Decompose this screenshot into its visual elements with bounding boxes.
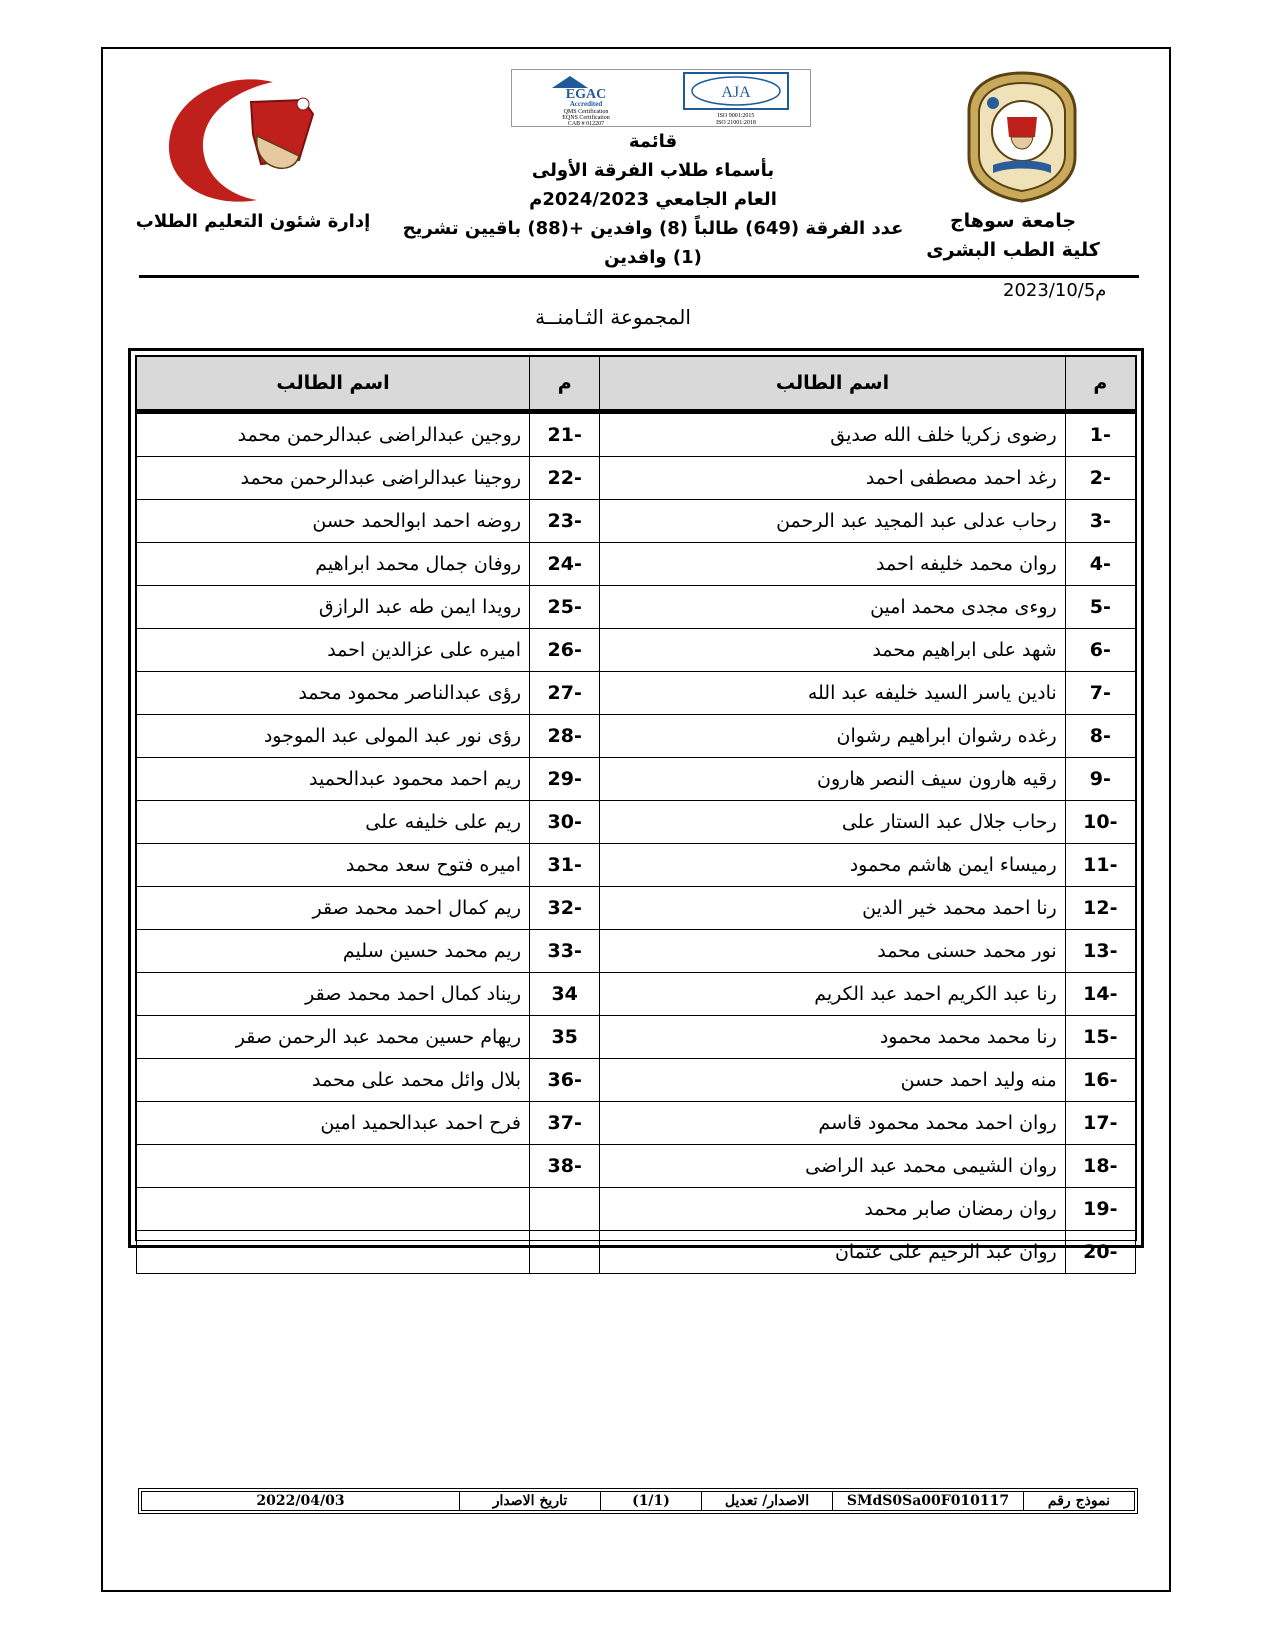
table-row xyxy=(137,500,1136,543)
student-number: -26 xyxy=(530,629,600,672)
student-number: 34 xyxy=(530,973,600,1016)
table-row xyxy=(137,930,1136,973)
student-name xyxy=(137,1231,530,1274)
student-name: رؤى نور عبد المولى عبد الموجود xyxy=(137,715,530,758)
student-name: رغده رشوان ابراهيم رشوان xyxy=(600,715,1065,758)
student-name: روان الشيمى محمد عبد الراضى xyxy=(600,1145,1065,1188)
table-row xyxy=(137,1145,1136,1188)
student-name: بلال وائل محمد على محمد xyxy=(137,1059,530,1102)
header-divider xyxy=(139,275,1139,278)
student-number: -14 xyxy=(1065,973,1135,1016)
student-name: ريهام حسين محمد عبد الرحمن صقر xyxy=(137,1016,530,1059)
table-row xyxy=(137,672,1136,715)
table-row xyxy=(137,1188,1136,1231)
student-name: روءى مجدى محمد امين xyxy=(600,586,1065,629)
student-number: -18 xyxy=(1065,1145,1135,1188)
student-number: -2 xyxy=(1065,457,1135,500)
student-number: -1 xyxy=(1065,412,1135,457)
form-footer xyxy=(138,1488,1138,1514)
title-line-2: بأسماء طلاب الفرقة الأولى xyxy=(531,160,775,181)
table-row xyxy=(137,457,1136,500)
student-number: -31 xyxy=(530,844,600,887)
student-name: روان محمد خليفه احمد xyxy=(600,543,1065,586)
certification-badges-icon xyxy=(512,70,810,126)
student-number: -3 xyxy=(1065,500,1135,543)
student-number: -32 xyxy=(530,887,600,930)
certification-box xyxy=(511,69,811,127)
university-emblem-icon xyxy=(963,69,1081,205)
issue-date-value: 2022/04/03 xyxy=(142,1492,460,1511)
student-number: -22 xyxy=(530,457,600,500)
student-number: -38 xyxy=(530,1145,600,1188)
student-name: رنا عبد الكريم احمد عبد الكريم xyxy=(600,973,1065,1016)
aja-line2: ISO 21001:2018 xyxy=(716,120,756,126)
egac-line3: EQNS Certification xyxy=(562,115,610,121)
student-name: رنا احمد محمد خير الدين xyxy=(600,887,1065,930)
student-number: -36 xyxy=(530,1059,600,1102)
table-row xyxy=(137,801,1136,844)
document-page xyxy=(101,47,1171,1592)
title-line-5: (1) وافدين xyxy=(604,247,702,268)
student-name: ريم محمد حسين سليم xyxy=(137,930,530,973)
student-number: -24 xyxy=(530,543,600,586)
version-label: الاصدار/ تعديل xyxy=(702,1492,833,1511)
student-number xyxy=(530,1188,600,1231)
table-row xyxy=(137,887,1136,930)
student-name: رقيه هارون سيف النصر هارون xyxy=(600,758,1065,801)
student-number: -23 xyxy=(530,500,600,543)
student-number: -8 xyxy=(1065,715,1135,758)
students-table xyxy=(136,356,1136,1274)
student-name: رضوى زكريا خلف الله صديق xyxy=(600,412,1065,457)
student-number: -5 xyxy=(1065,586,1135,629)
student-number: -16 xyxy=(1065,1059,1135,1102)
student-name: روجين عبدالراضى عبدالرحمن محمد xyxy=(137,412,530,457)
table-row xyxy=(137,844,1136,887)
table-header-row xyxy=(137,357,1136,412)
student-number: -15 xyxy=(1065,1016,1135,1059)
student-name xyxy=(137,1188,530,1231)
faculty-logo-icon xyxy=(153,74,329,209)
student-name: روان عبد الرحيم على عثمان xyxy=(600,1231,1065,1274)
student-name: ريم كمال احمد محمد صقر xyxy=(137,887,530,930)
student-name: روان احمد محمد محمود قاسم xyxy=(600,1102,1065,1145)
header-name-right: اسم الطالب xyxy=(600,357,1065,412)
aja-name: AJA xyxy=(721,84,751,101)
student-number: -7 xyxy=(1065,672,1135,715)
egac-line1: Accredited xyxy=(569,100,603,108)
title-line-3: العام الجامعي 2024/2023م xyxy=(529,189,777,210)
student-number: -6 xyxy=(1065,629,1135,672)
header-name-left: اسم الطالب xyxy=(137,357,530,412)
student-number: -27 xyxy=(530,672,600,715)
issue-date-label: تاريخ الاصدار xyxy=(460,1492,601,1511)
student-name: رحاب جلال عبد الستار على xyxy=(600,801,1065,844)
student-name: روجينا عبدالراضى عبدالرحمن محمد xyxy=(137,457,530,500)
student-name: ريم على خليفه على xyxy=(137,801,530,844)
student-name: منه وليد احمد حسن xyxy=(600,1059,1065,1102)
student-name: ريم احمد محمود عبدالحميد xyxy=(137,758,530,801)
student-number: -9 xyxy=(1065,758,1135,801)
student-number: -30 xyxy=(530,801,600,844)
university-name: جامعة سوهاج xyxy=(949,210,1077,232)
student-number: -12 xyxy=(1065,887,1135,930)
student-number: -37 xyxy=(530,1102,600,1145)
form-number-value: SMdS0Sa00F010117 xyxy=(833,1492,1024,1511)
table-row xyxy=(137,758,1136,801)
table-row xyxy=(137,1016,1136,1059)
egac-line4: CAB # 012207 xyxy=(567,121,605,126)
student-number: -33 xyxy=(530,930,600,973)
student-number: -28 xyxy=(530,715,600,758)
student-name: اميره فتوح سعد محمد xyxy=(137,844,530,887)
student-name: رغد احمد مصطفى احمد xyxy=(600,457,1065,500)
table-row xyxy=(137,412,1136,457)
student-number: 35 xyxy=(530,1016,600,1059)
group-title: المجموعة الثـامنــة xyxy=(535,305,691,329)
student-name: فرح احمد عبدالحميد امين xyxy=(137,1102,530,1145)
student-number: -20 xyxy=(1065,1231,1135,1274)
student-name: روضه احمد ابوالحمد حسن xyxy=(137,500,530,543)
student-name: رنا محمد محمد محمود xyxy=(600,1016,1065,1059)
student-name: نور محمد حسنى محمد xyxy=(600,930,1065,973)
issue-date: 2023/10/5م xyxy=(1003,280,1107,301)
student-number: -21 xyxy=(530,412,600,457)
title-line-1: قائمة xyxy=(628,131,678,152)
student-number: -25 xyxy=(530,586,600,629)
student-name: رويدا ايمن طه عبد الرازق xyxy=(137,586,530,629)
student-name: روان رمضان صابر محمد xyxy=(600,1188,1065,1231)
students-table-frame xyxy=(128,348,1144,1263)
student-name: اميره على عزالدين احمد xyxy=(137,629,530,672)
student-number: -19 xyxy=(1065,1188,1135,1231)
aja-line1: ISO 9001:2015 xyxy=(717,113,755,119)
table-row xyxy=(137,543,1136,586)
faculty-name-block xyxy=(893,207,1133,265)
table-row xyxy=(137,586,1136,629)
student-name: رميساء ايمن هاشم محمود xyxy=(600,844,1065,887)
student-number: -13 xyxy=(1065,930,1135,973)
table-row xyxy=(137,715,1136,758)
table-row xyxy=(137,629,1136,672)
table-row xyxy=(137,973,1136,1016)
student-name: نادين ياسر السيد خليفه عبد الله xyxy=(600,672,1065,715)
student-name: ريناد كمال احمد محمد صقر xyxy=(137,973,530,1016)
student-number: -17 xyxy=(1065,1102,1135,1145)
faculty-name: كلية الطب البشرى xyxy=(926,239,1100,261)
student-name: روفان جمال محمد ابراهيم xyxy=(137,543,530,586)
student-name xyxy=(137,1145,530,1188)
student-name: رحاب عدلى عبد المجيد عبد الرحمن xyxy=(600,500,1065,543)
form-number-label: نموذج رقم xyxy=(1024,1492,1135,1511)
student-name: رؤى عبدالناصر محمود محمد xyxy=(137,672,530,715)
student-name: شهد على ابراهيم محمد xyxy=(600,629,1065,672)
student-number: -10 xyxy=(1065,801,1135,844)
header-num-right: م xyxy=(1065,357,1135,412)
student-number: -11 xyxy=(1065,844,1135,887)
student-number xyxy=(530,1231,600,1274)
version-value: (1/1) xyxy=(601,1492,702,1511)
header-num-left: م xyxy=(530,357,600,412)
department-name: إدارة شئون التعليم الطلاب xyxy=(135,211,371,232)
egac-name: EGAC xyxy=(565,87,607,102)
table-row xyxy=(137,1231,1136,1274)
table-row xyxy=(137,1059,1136,1102)
egac-line2: QMS Certification xyxy=(563,109,609,115)
student-number: -4 xyxy=(1065,543,1135,586)
list-title-block xyxy=(383,127,923,272)
title-line-4: عدد الفرقة (649) طالباً (8) وافدين +(88) باقيين تشريح xyxy=(402,218,904,239)
student-number: -29 xyxy=(530,758,600,801)
table-row xyxy=(137,1102,1136,1145)
